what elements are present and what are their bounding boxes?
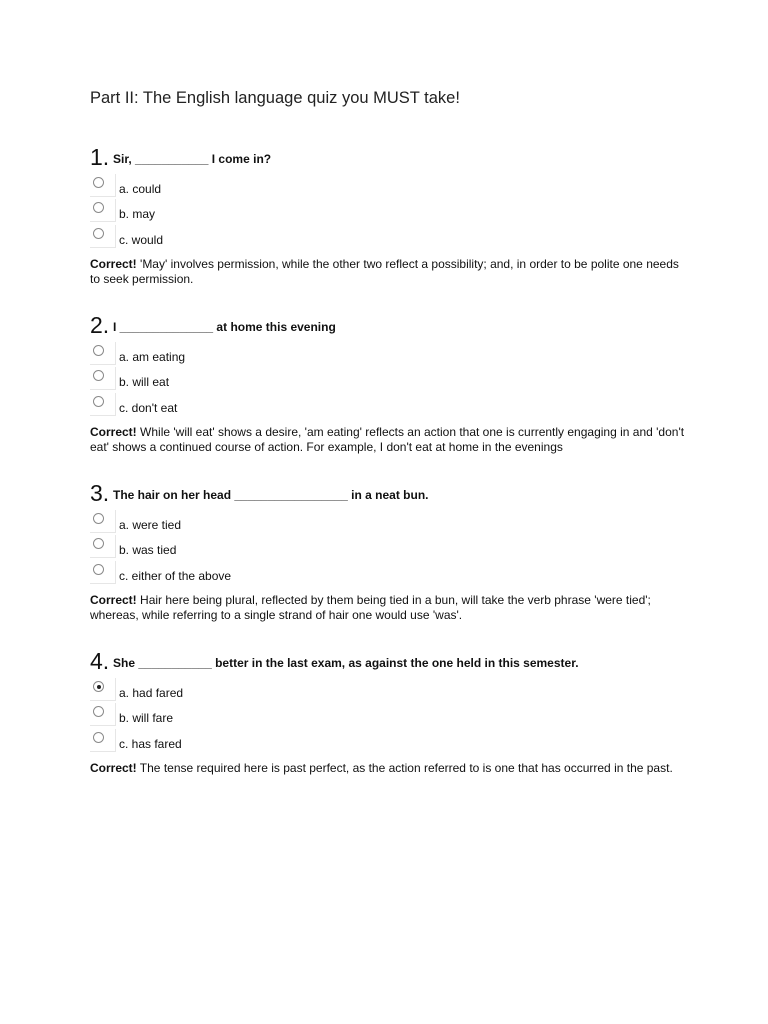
radio-button[interactable]	[90, 199, 116, 222]
option-label: b. may	[119, 207, 156, 222]
options-list	[90, 342, 390, 418]
radio-icon	[93, 564, 104, 575]
radio-button[interactable]	[90, 561, 116, 584]
option-c[interactable]	[90, 729, 390, 754]
option-label: b. was tied	[119, 543, 177, 558]
radio-icon	[93, 177, 104, 188]
answer-feedback	[90, 257, 690, 287]
option-a[interactable]	[90, 174, 390, 199]
answer-status: Correct!	[90, 425, 137, 439]
radio-button[interactable]	[90, 678, 116, 701]
radio-icon	[93, 370, 104, 381]
option-label: a. were tied	[119, 518, 182, 532]
question-number: 4.	[90, 648, 110, 674]
option-label: c. don't eat	[119, 400, 178, 415]
radio-icon	[93, 681, 104, 692]
options-list	[90, 678, 390, 754]
radio-icon	[93, 706, 104, 717]
radio-icon	[93, 396, 104, 407]
radio-button[interactable]	[90, 225, 116, 248]
radio-icon	[93, 513, 104, 524]
option-c[interactable]	[90, 225, 390, 250]
option-label: b. will eat	[119, 375, 170, 390]
radio-button[interactable]	[90, 703, 116, 726]
answer-explanation: 'May' involves permission, while the other two reflect a possibility; and, in order to be polite one needs to seek permission.	[90, 257, 679, 286]
radio-icon	[93, 732, 104, 743]
radio-button[interactable]	[90, 342, 116, 365]
option-b[interactable]	[90, 535, 390, 560]
question-1	[90, 143, 690, 286]
option-a[interactable]	[90, 678, 390, 703]
question-2	[90, 311, 690, 454]
question-header	[90, 647, 690, 675]
options-list	[90, 174, 390, 250]
radio-button[interactable]	[90, 367, 116, 390]
option-label: a. had fared	[119, 686, 184, 700]
radio-button[interactable]	[90, 510, 116, 533]
question-text: I ______________ at home this evening	[113, 320, 336, 334]
radio-button[interactable]	[90, 535, 116, 558]
radio-icon	[93, 228, 104, 239]
question-text: She ___________ better in the last exam, as against the one held in this semester.	[113, 656, 579, 670]
option-b[interactable]	[90, 367, 390, 392]
radio-button[interactable]	[90, 393, 116, 416]
answer-status: Correct!	[90, 761, 137, 775]
answer-explanation: While 'will eat' shows a desire, 'am eating' reflects an action that one is currently engaging in and 'don't eat' shows a continued course of action. For example, I don't eat at home in the evenings	[90, 425, 685, 454]
option-b[interactable]	[90, 703, 390, 728]
question-text: Sir, ___________ I come in?	[113, 152, 272, 166]
option-label: c. has fared	[119, 736, 182, 751]
question-3	[90, 479, 690, 622]
question-text: The hair on her head _________________ in a neat bun.	[113, 488, 429, 502]
options-list	[90, 510, 390, 586]
option-label: c. would	[119, 232, 164, 247]
question-number: 2.	[90, 312, 110, 338]
radio-icon	[93, 202, 104, 213]
answer-status: Correct!	[90, 257, 137, 271]
answer-status: Correct!	[90, 593, 137, 607]
radio-button[interactable]	[90, 174, 116, 197]
question-header	[90, 143, 690, 171]
question-header	[90, 479, 690, 507]
answer-feedback	[90, 761, 690, 776]
question-header	[90, 311, 690, 339]
option-a[interactable]	[90, 342, 390, 367]
page-title: Part II: The English language quiz you MUST take!	[90, 89, 460, 107]
answer-explanation: Hair here being plural, reflected by them being tied in a bun, will take the verb phrase 'were tied'; whereas, while referring to a single strand of hair one would use 'was'.	[90, 593, 651, 622]
answer-feedback	[90, 425, 690, 455]
option-label: a. could	[119, 182, 162, 196]
question-4	[90, 647, 690, 775]
question-number: 3.	[90, 480, 110, 506]
answer-feedback	[90, 593, 690, 623]
option-b[interactable]	[90, 199, 390, 224]
option-label: b. will fare	[119, 711, 174, 726]
option-label: c. either of the above	[119, 568, 232, 583]
option-label: a. am eating	[119, 350, 186, 364]
option-c[interactable]	[90, 393, 390, 418]
radio-icon	[93, 345, 104, 356]
question-number: 1.	[90, 144, 110, 170]
option-a[interactable]	[90, 510, 390, 535]
radio-icon	[93, 538, 104, 549]
radio-button[interactable]	[90, 729, 116, 752]
option-c[interactable]	[90, 561, 390, 586]
answer-explanation: The tense required here is past perfect, as the action referred to is one that has occurred in the past.	[136, 761, 673, 775]
